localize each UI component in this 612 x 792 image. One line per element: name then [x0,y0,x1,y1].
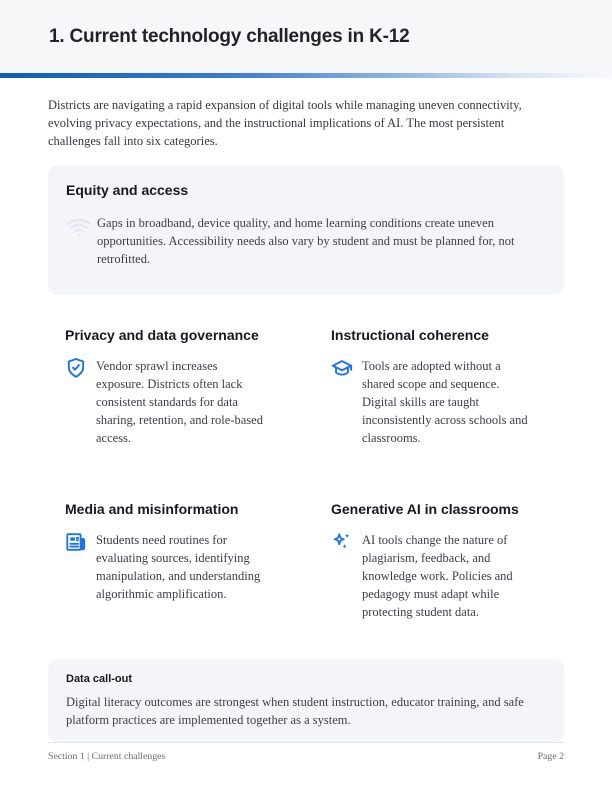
card-body-row [65,531,299,603]
card-body-text: Tools are adopted without a shared scope and sequence. Digital skills are taught inconsistently across schools and classrooms. [362,359,528,445]
page-footer [48,742,564,762]
footer-section-label: Section 1 | Current challenges [48,751,166,762]
callout-title: Data call-out [66,673,133,685]
accent-bar [0,73,612,78]
card-title: Media and misinformation [65,501,239,517]
card-body-row [66,214,557,268]
card-body-text: Gaps in broadband, device quality, and home learning conditions create uneven opportunities. Accessibility needs also vary by student and must be planned for, not retrofitted. [97,216,515,266]
card-data-callout [48,659,564,742]
card-equity-and-access [48,165,564,295]
card-body-text: Vendor sprawl increases exposure. Districts often lack consistent standards for data sharing, retention, and role-based access. [96,359,263,445]
card-media-and-misinformation [65,501,299,621]
graduation-cap-icon [331,357,353,379]
card-title: Equity and access [66,182,189,198]
shield-check-icon [65,357,87,379]
card-body-row [331,357,565,447]
sparkles-icon [331,531,353,553]
card-generative-ai-in-classrooms [331,501,565,621]
card-body-row [331,531,565,621]
newspaper-icon [65,531,87,553]
card-title: Generative AI in classrooms [331,501,519,517]
wifi-icon [66,214,92,240]
page-header [0,0,612,73]
page-content [0,96,612,742]
callout-body-text: Digital literacy outcomes are strongest when student instruction, educator training, and safe platform practices are implemented together as a system. [66,695,524,727]
card-body-text: Students need routines for evaluating sources, identifying manipulation, and understanding algorithmic amplification. [96,533,261,601]
card-privacy-and-data-governance [65,327,299,447]
page-title: 1. Current technology challenges in K-12 [49,25,410,47]
card-body-text: AI tools change the nature of plagiarism, feedback, and knowledge work. Policies and pedagogy must adapt while protecting student data. [362,533,513,619]
challenge-grid [48,327,564,621]
card-instructional-coherence [331,327,565,447]
footer-page-number: Page 2 [537,751,564,762]
card-body-row [65,357,299,447]
intro-paragraph: Districts are navigating a rapid expansion of digital tools while managing uneven connectivity, evolving privacy expectations, and the instructional implications of AI. The most persistent challenges fall into six categories. [48,98,522,148]
card-title: Instructional coherence [331,327,489,343]
card-title: Privacy and data governance [65,327,259,343]
